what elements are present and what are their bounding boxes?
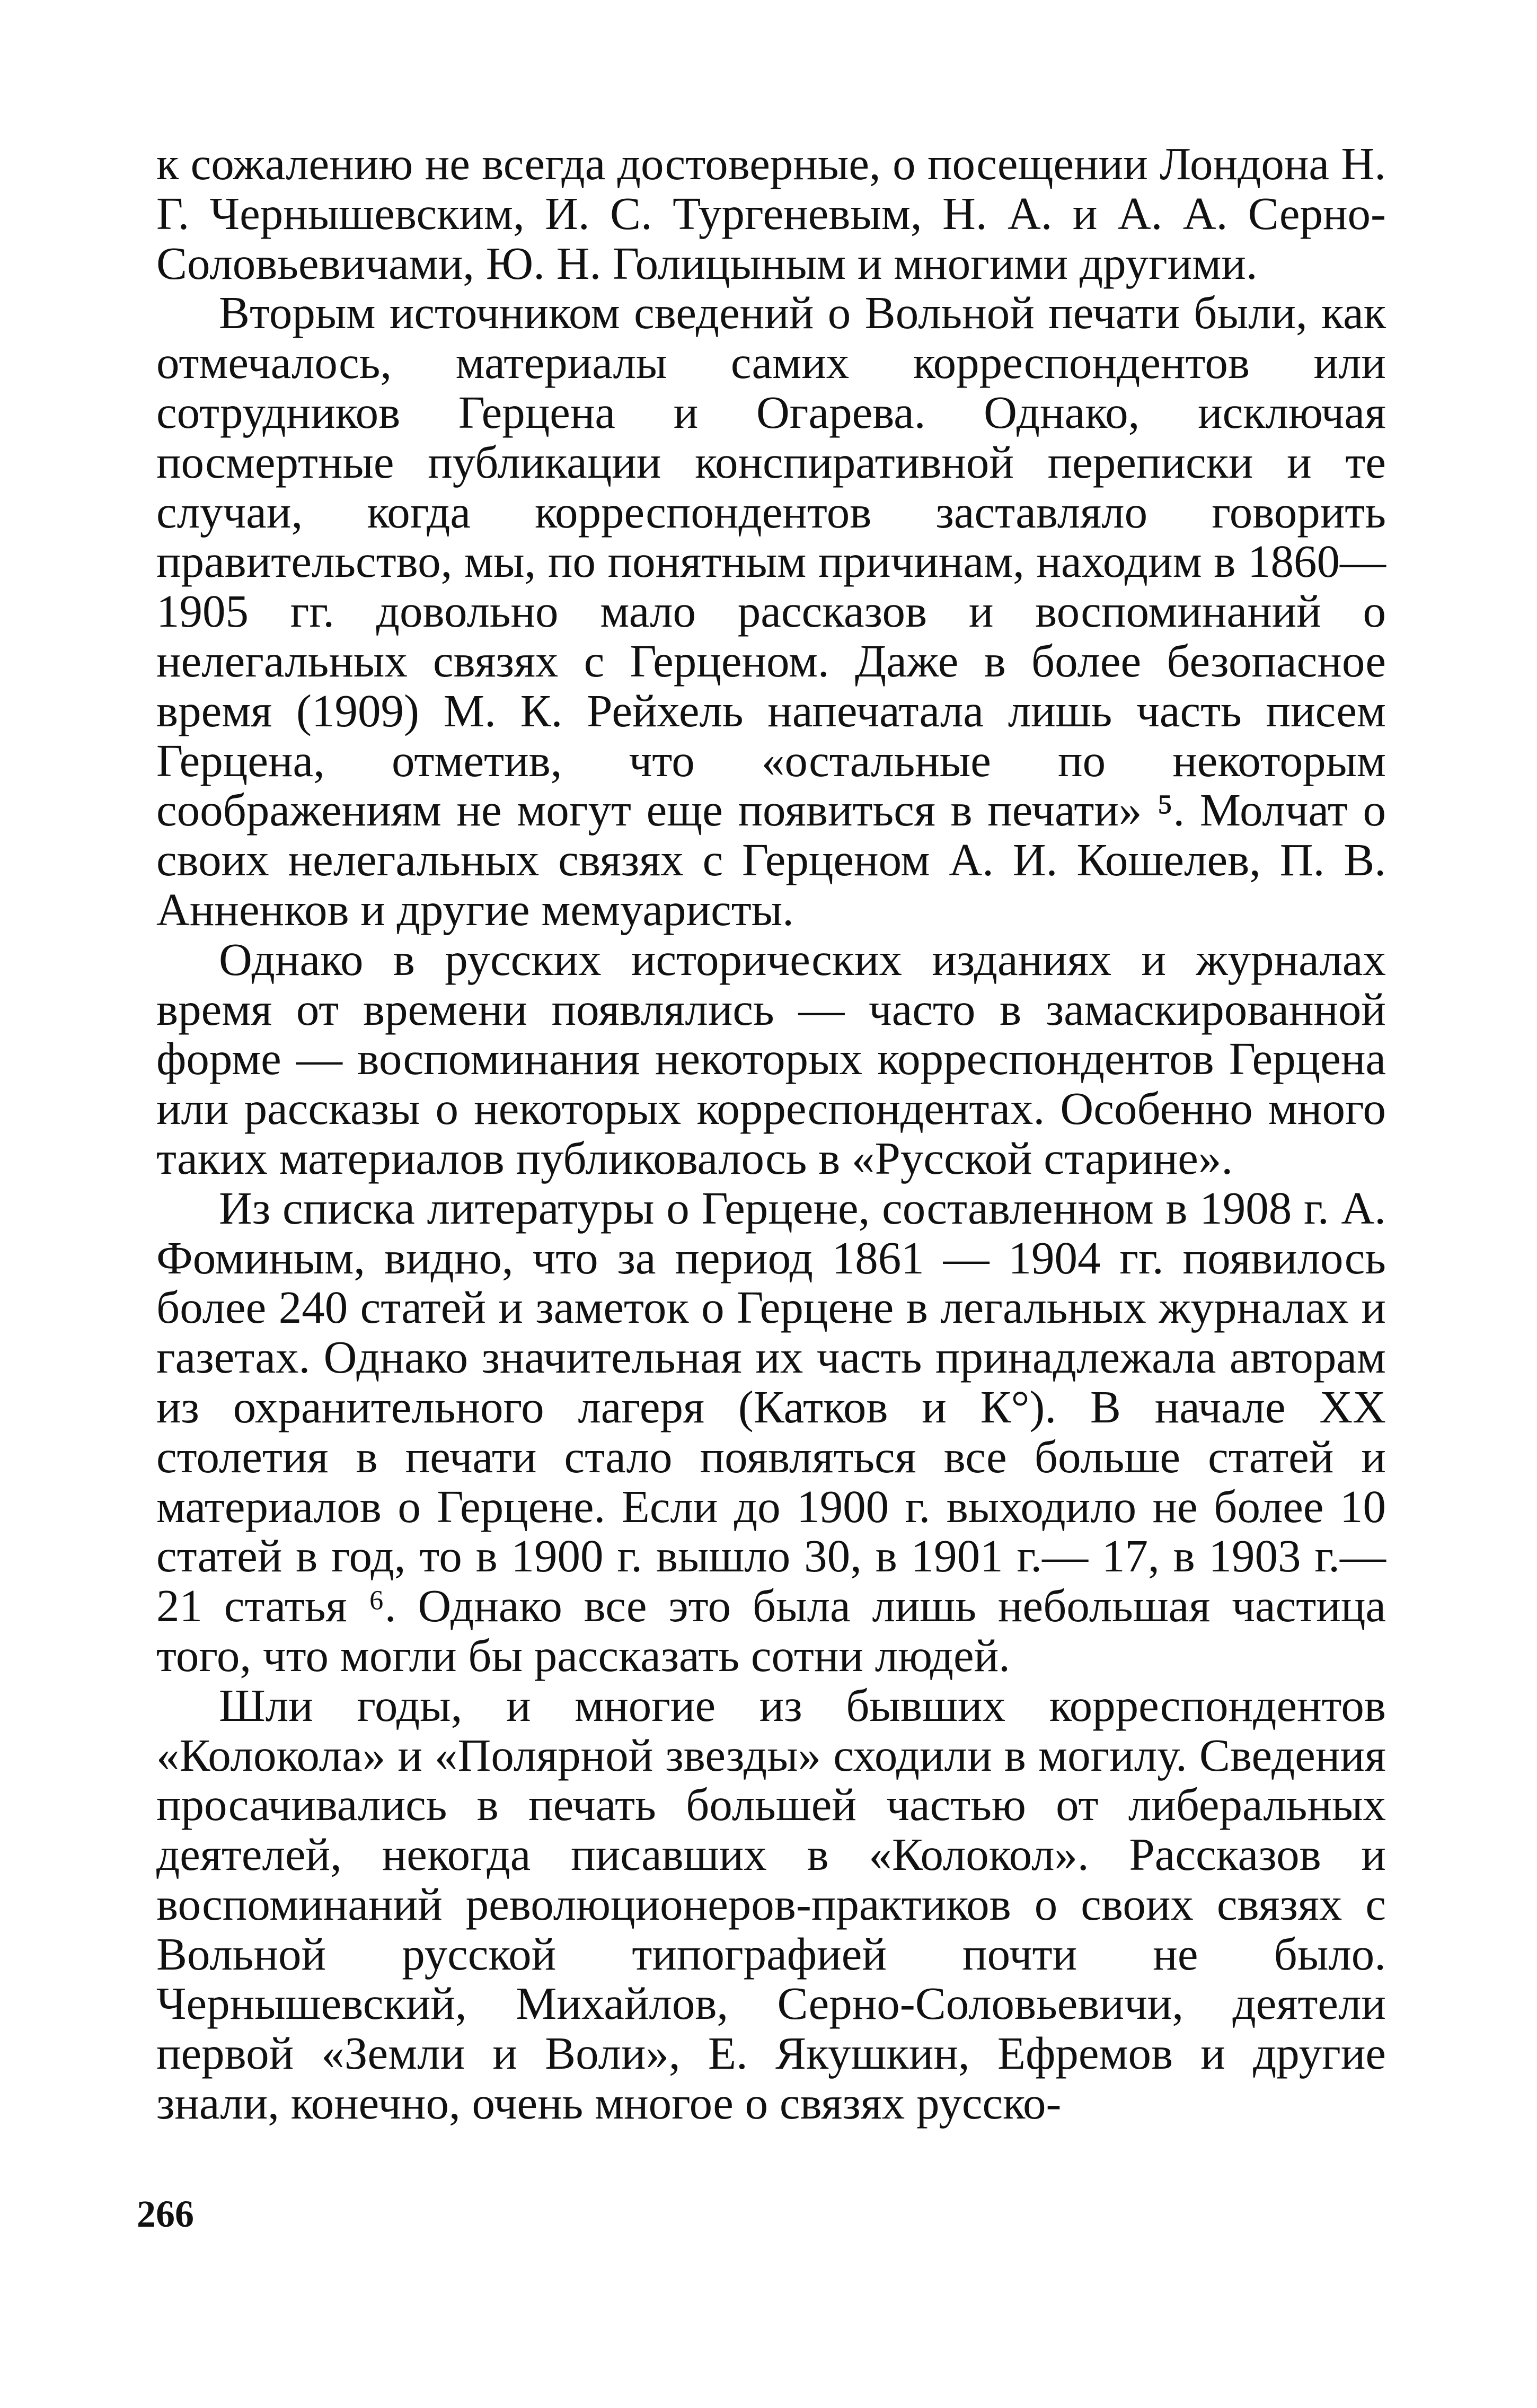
paragraph: Шли годы, и многие из бывших корреспондентов «Колокола» и «Полярной звезды» сходили в могилу. Сведения просачивались в печать большей частью от либеральных деятелей, некогда писавших в «Колокол». Рассказов и воспоминаний революционеров-практиков о своих связях с Вольной русской типографией почти не было. Чернышевский, Михайлов, Серно-Соловьевичи, деятели первой «Земли и Воли», Е. Якушкин, Ефремов и другие знали, конечно, очень многое о связях русско- — [156, 1679, 1386, 2129]
body-text — [156, 139, 1386, 2128]
paragraph: Вторым источником сведений о Вольной печати были, как отмечалось, материалы самих корреспондентов или сотрудников Герцена и Огарева. Однако, исключая посмертные публикации конспиративной переписки и те случаи, когда корреспондентов заставляло говорить правительство, мы, по понятным причинам, находим в 1860—1905 гг. довольно мало рассказов и воспоминаний о нелегальных связях с Герценом. Даже в более безопасное время (1909) М. К. Рейхель напечатала лишь часть писем Герцена, отметив, что «остальные по некоторым соображениям не могут еще появиться в печати» ⁵. Молчат о своих нелегальных связях с Герценом А. И. Кошелев, П. В. Анненков и другие мемуаристы. — [156, 287, 1386, 935]
paragraph: Однако в русских исторических изданиях и журналах время от времени появлялись — часто в замаскированной форме — воспоминания некоторых корреспондентов Герцена или рассказы о некоторых корреспондентах. Особенно много таких материалов публиковалось в «Русской старине». — [156, 933, 1386, 1184]
paragraph-continuation: к сожалению не всегда достоверные, о посещении Лондона Н. Г. Чернышевским, И. С. Тургеневым, Н. А. и А. А. Серно-Соловьевичами, Ю. Н. Голицыным и многими другими. — [156, 138, 1386, 289]
page-number: 266 — [137, 2193, 194, 2235]
paragraph: Из списка литературы о Герцене, составленном в 1908 г. А. Фоминым, видно, что за период 1861 — 1904 гг. появилось более 240 статей и заметок о Герцене в легальных журналах и газетах. Однако значительная их часть принадлежала авторам из охранительного лагеря (Катков и К°). В начале XX столетия в печати стало появляться все больше статей и материалов о Герцене. Если до 1900 г. выходило не более 10 статей в год, то в 1900 г. вышло 30, в 1901 г.— 17, в 1903 г.— 21 статья ⁶. Однако все это была лишь небольшая частица того, что могли бы рассказать сотни людей. — [156, 1182, 1386, 1681]
